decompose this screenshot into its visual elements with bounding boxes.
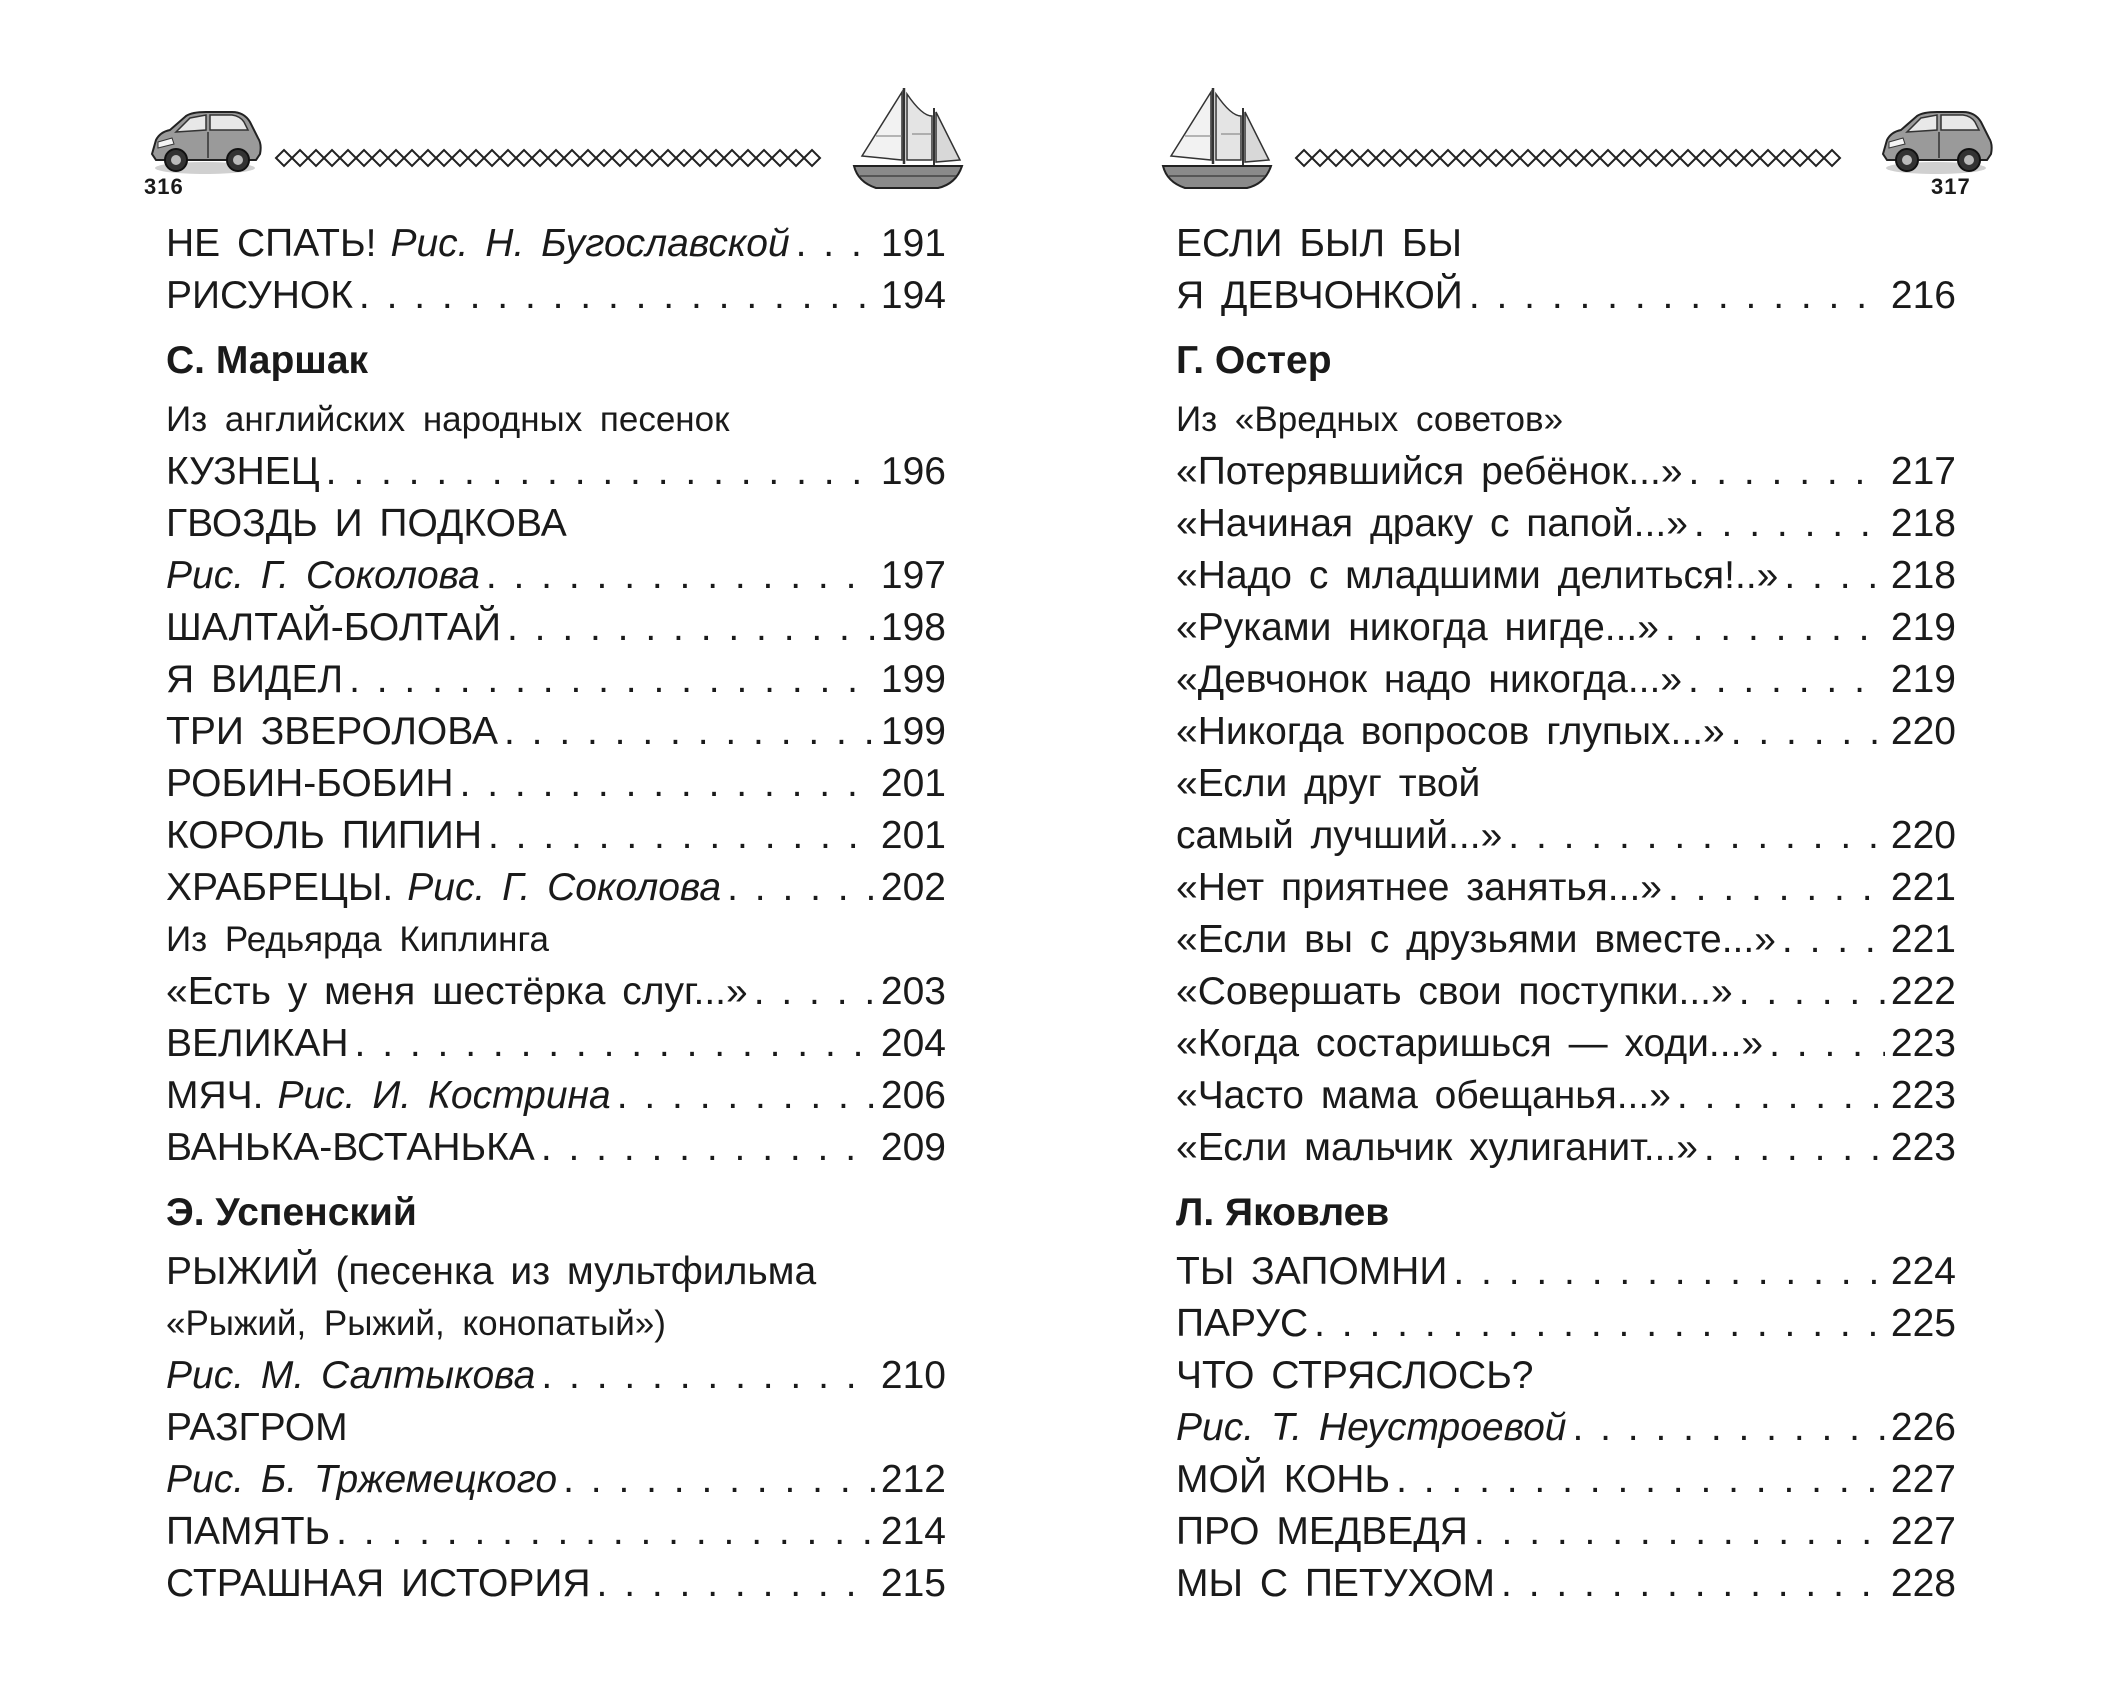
entry-page-number: 209 <box>880 1126 946 1169</box>
toc-entry <box>166 706 946 758</box>
entry-title: ТЫ ЗАПОМНИ <box>1176 1250 1448 1293</box>
toc-entry <box>1176 1122 1956 1174</box>
toc-entry <box>1176 446 1956 498</box>
entry-page-number: 222 <box>1890 970 1956 1013</box>
dot-leader <box>355 1018 875 1070</box>
entry-title-line: ЕСЛИ БЫЛ БЫ <box>1176 222 1463 265</box>
entry-page-number: 198 <box>880 606 946 649</box>
dot-leader <box>1784 550 1885 602</box>
section-note: Из «Вредных советов» <box>1176 400 1564 439</box>
entry-title: ВАНЬКА-ВСТАНЬКА <box>166 1126 535 1169</box>
entry-title: «Если мальчик хулиганит...» <box>1176 1126 1698 1169</box>
entry-page-number: 218 <box>1890 502 1956 545</box>
toc-entry <box>1176 1246 1956 1298</box>
entry-illustrator: Рис. Н. Бугославской <box>390 222 790 265</box>
toc-entry <box>1176 706 1956 758</box>
toc-entry <box>1176 1402 1956 1454</box>
toc-entry <box>1176 914 1956 966</box>
dot-leader <box>1474 1506 1885 1558</box>
entry-page-number: 218 <box>1890 554 1956 597</box>
entry-title: «Есть у меня шестёрка слуг...» <box>166 970 748 1013</box>
dot-leader <box>1782 914 1885 966</box>
entry-title-line: ГВОЗДЬ И ПОДКОВА <box>166 502 567 545</box>
entry-title: «Когда состаришься — ходи...» <box>1176 1022 1764 1065</box>
decorative-chain-divider <box>1294 142 1850 172</box>
dot-leader <box>1668 862 1885 914</box>
page-number: 316 <box>144 174 184 199</box>
dot-leader <box>1396 1454 1885 1506</box>
author-heading: Г. Остер <box>1176 339 1332 382</box>
entry-page-number: 210 <box>880 1354 946 1397</box>
dot-leader <box>1731 706 1885 758</box>
table-of-contents <box>1176 218 1956 1610</box>
dot-leader <box>597 1558 875 1610</box>
entry-page-number: 199 <box>880 710 946 753</box>
entry-title: КУЗНЕЦ <box>166 450 320 493</box>
entry-title: Рис. Т. Неустроевой <box>1176 1406 1567 1449</box>
entry-page-number: 220 <box>1890 814 1956 857</box>
dot-leader <box>507 602 875 654</box>
entry-title: ВЕЛИКАН <box>166 1022 349 1065</box>
toc-entry <box>166 654 946 706</box>
entry-page-number: 226 <box>1890 1406 1956 1449</box>
entry-page-number: 225 <box>1890 1302 1956 1345</box>
entry-title-line: РАЗГРОМ <box>166 1406 348 1449</box>
car-icon <box>146 108 264 183</box>
entry-page-number: 216 <box>1890 274 1956 317</box>
entry-title: самый лучший...» <box>1176 814 1503 857</box>
toc-entry <box>1176 1454 1956 1506</box>
entry-title: «Совершать свои поступки...» <box>1176 970 1733 1013</box>
dot-leader <box>541 1122 875 1174</box>
author-heading: Л. Яковлев <box>1176 1191 1390 1234</box>
toc-entry <box>166 1070 946 1122</box>
entry-title: РОБИН-БОБИН <box>166 762 454 805</box>
toc-entry <box>166 1506 946 1558</box>
entry-page-number: 191 <box>880 222 946 265</box>
toc-entry <box>1176 1298 1956 1350</box>
entry-title: Рис. Г. Соколова <box>166 554 480 597</box>
toc-entry <box>1176 498 1956 550</box>
dot-leader <box>486 550 875 602</box>
entry-title: «Девчонок надо никогда...» <box>1176 658 1683 701</box>
toc-entry <box>1176 1070 1956 1122</box>
entry-title: НЕ СПАТЬ! <box>166 222 377 265</box>
author-heading: Э. Успенский <box>166 1191 417 1234</box>
entry-title-line: ЧТО СТРЯСЛОСЬ? <box>1176 1354 1534 1397</box>
sailboat-icon <box>1161 86 1273 199</box>
decorative-chain-divider <box>274 142 830 172</box>
entry-title: Рис. Б. Тржемецкого <box>166 1458 558 1501</box>
toc-entry <box>1176 810 1956 862</box>
entry-title: МЫ С ПЕТУХОМ <box>1176 1562 1496 1605</box>
entry-page-number: 224 <box>1890 1250 1956 1293</box>
dot-leader <box>1689 446 1885 498</box>
entry-title: РИСУНОК <box>166 274 353 317</box>
dot-leader <box>326 446 875 498</box>
entry-page-number: 221 <box>1890 918 1956 961</box>
dot-leader <box>1572 1402 1884 1454</box>
toc-entry <box>1176 602 1956 654</box>
entry-title: ТРИ ЗВЕРОЛОВА <box>166 710 498 753</box>
dot-leader <box>336 1506 875 1558</box>
toc-entry <box>1176 1018 1956 1070</box>
entry-title: «Никогда вопросов глупых...» <box>1176 710 1725 753</box>
toc-entry <box>166 1018 946 1070</box>
toc-entry <box>166 1350 946 1402</box>
dot-leader <box>460 758 875 810</box>
table-of-contents <box>166 218 946 1610</box>
section-note: Из Редьярда Киплинга <box>166 920 549 959</box>
dot-leader <box>541 1350 875 1402</box>
toc-entry <box>1176 1506 1956 1558</box>
entry-title: Я ВИДЕЛ <box>166 658 344 701</box>
entry-title: «Начиная драку с папой...» <box>1176 502 1688 545</box>
entry-title: МЯЧ. <box>166 1074 264 1117</box>
toc-entry <box>1176 1558 1956 1610</box>
entry-title: СТРАШНАЯ ИСТОРИЯ <box>166 1562 591 1605</box>
entry-page-number: 194 <box>880 274 946 317</box>
toc-entry <box>166 602 946 654</box>
entry-title: ХРАБРЕЦЫ. <box>166 866 394 909</box>
toc-entry <box>1176 270 1956 322</box>
toc-entry <box>1176 654 1956 706</box>
entry-page-number: 199 <box>880 658 946 701</box>
left-page <box>0 0 1051 1697</box>
entry-page-number: 223 <box>1890 1022 1956 1065</box>
entry-page-number: 228 <box>1890 1562 1956 1605</box>
dot-leader <box>617 1070 875 1122</box>
entry-page-number: 223 <box>1890 1126 1956 1169</box>
entry-page-number: 220 <box>1890 710 1956 753</box>
entry-title: КОРОЛЬ ПИПИН <box>166 814 482 857</box>
toc-entry <box>166 758 946 810</box>
toc-entry <box>166 446 946 498</box>
author-heading: С. Маршак <box>166 339 369 382</box>
entry-page-number: 201 <box>880 762 946 805</box>
dot-leader <box>1739 966 1885 1018</box>
entry-page-number: 197 <box>880 554 946 597</box>
entry-title-line: РЫЖИЙ (песенка из мультфильма <box>166 1250 817 1293</box>
toc-entry <box>1176 966 1956 1018</box>
dot-leader <box>1469 270 1885 322</box>
entry-title: Рис. М. Салтыкова <box>166 1354 536 1397</box>
entry-page-number: 227 <box>1890 1458 1956 1501</box>
section-note: Из английских народных песенок <box>166 400 730 439</box>
dot-leader <box>1677 1070 1885 1122</box>
toc-entry <box>166 1558 946 1610</box>
entry-page-number: 203 <box>880 970 946 1013</box>
entry-page-number: 227 <box>1890 1510 1956 1553</box>
entry-title: МОЙ КОНЬ <box>1176 1458 1391 1501</box>
entry-page-number: 215 <box>880 1562 946 1605</box>
entry-title: «Потерявшийся ребёнок...» <box>1176 450 1683 493</box>
dot-leader <box>359 270 875 322</box>
entry-page-number: 219 <box>1890 658 1956 701</box>
dot-leader <box>1769 1018 1885 1070</box>
toc-entry <box>166 966 946 1018</box>
entry-page-number: 204 <box>880 1022 946 1065</box>
entry-page-number: 202 <box>880 866 946 909</box>
toc-entry <box>166 1122 946 1174</box>
toc-entry <box>1176 550 1956 602</box>
entry-page-number: 221 <box>1890 866 1956 909</box>
dot-leader <box>563 1454 875 1506</box>
entry-title: «Нет приятнее занятья...» <box>1176 866 1662 909</box>
dot-leader <box>1704 1122 1885 1174</box>
dot-leader <box>1501 1558 1885 1610</box>
dot-leader <box>488 810 875 862</box>
section-note: «Рыжий, Рыжий, конопатый») <box>166 1304 666 1343</box>
dot-leader <box>796 218 875 270</box>
car-icon <box>1877 108 1995 183</box>
entry-title: ПАРУС <box>1176 1302 1309 1345</box>
entry-page-number: 196 <box>880 450 946 493</box>
entry-title: Я ДЕВЧОНКОЙ <box>1176 274 1463 317</box>
entry-title: «Если вы с друзьями вместе...» <box>1176 918 1776 961</box>
toc-entry <box>166 550 946 602</box>
page-number: 317 <box>1931 174 1971 199</box>
dot-leader <box>1694 498 1885 550</box>
dot-leader <box>349 654 875 706</box>
toc-entry <box>166 218 946 270</box>
dot-leader <box>727 862 875 914</box>
dot-leader <box>504 706 875 758</box>
dot-leader <box>1688 654 1885 706</box>
dot-leader <box>1665 602 1885 654</box>
toc-entry <box>166 862 946 914</box>
entry-title: «Надо с младшими делиться!..» <box>1176 554 1779 597</box>
entry-title-line: «Если друг твой <box>1176 762 1481 805</box>
entry-page-number: 206 <box>880 1074 946 1117</box>
entry-page-number: 212 <box>880 1458 946 1501</box>
toc-entry <box>166 810 946 862</box>
dot-leader <box>754 966 875 1018</box>
entry-illustrator: Рис. И. Кострина <box>277 1074 611 1117</box>
entry-title: ПРО МЕДВЕДЯ <box>1176 1510 1468 1553</box>
entry-title: «Руками никогда нигде...» <box>1176 606 1659 649</box>
right-page <box>1051 0 2103 1697</box>
entry-page-number: 223 <box>1890 1074 1956 1117</box>
entry-page-number: 214 <box>880 1510 946 1553</box>
entry-title: ШАЛТАЙ-БОЛТАЙ <box>166 606 501 649</box>
entry-page-number: 201 <box>880 814 946 857</box>
dot-leader <box>1508 810 1885 862</box>
dot-leader <box>1314 1298 1885 1350</box>
entry-page-number: 217 <box>1890 450 1956 493</box>
toc-entry <box>166 270 946 322</box>
toc-entry <box>166 1454 946 1506</box>
entry-illustrator: Рис. Г. Соколова <box>407 866 722 909</box>
dot-leader <box>1453 1246 1885 1298</box>
entry-title: ПАМЯТЬ <box>166 1510 331 1553</box>
sailboat-icon <box>852 86 964 199</box>
entry-title: «Часто мама обещанья...» <box>1176 1074 1671 1117</box>
toc-entry <box>1176 862 1956 914</box>
entry-page-number: 219 <box>1890 606 1956 649</box>
